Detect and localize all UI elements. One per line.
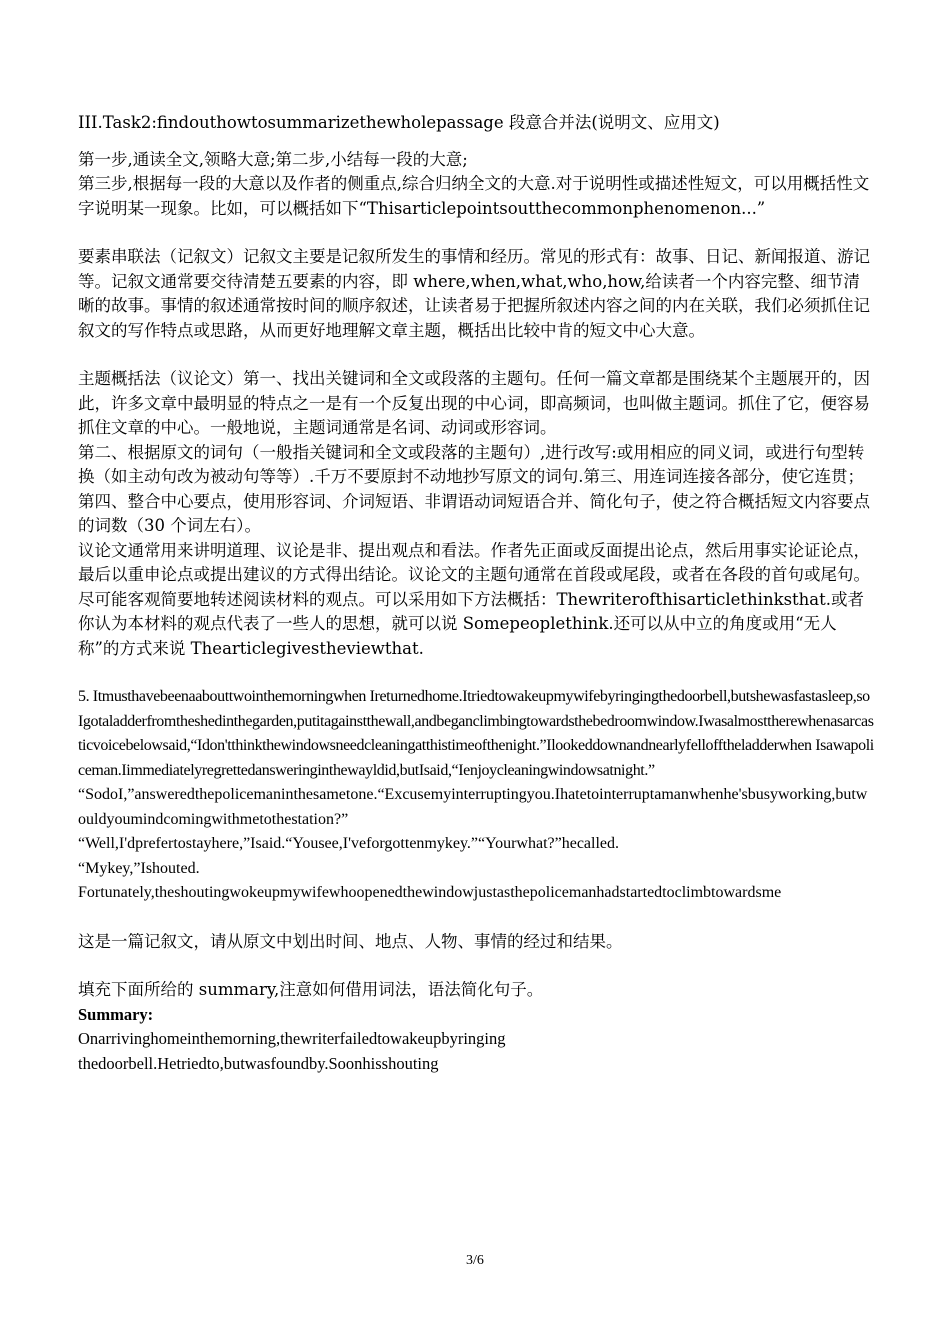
method1-step3: 第三步,根据每一段的大意以及作者的侧重点,综合归纳全文的大意.对于说明性或描述性短文，可以用概括性文字说明某一现象。比如，可以概括如下“Thisarticlepointsoutthecommonphenomenon...”	[78, 174, 870, 218]
summary-line-1: Onarrivinghomeinthemorning,thewriterfailedtowakeupbyringing	[78, 1029, 506, 1048]
page-content	[78, 111, 874, 1076]
task-fill: 填充下面所给的 summary,注意如何借用词法，语法简化句子。	[78, 980, 544, 999]
story-paragraph-4: “Mykey,”Ishouted.	[78, 859, 200, 877]
method3-paragraph-4: 尽可能客观简要地转述阅读材料的观点。可以采用如下方法概括：Thewriterofthisarticlethinksthat.或者你认为本材料的观点代表了一些人的思想，就可以说 Somepeoplethink.还可以从中立的角度或用“无人称”的方式来说 Thearticlegivestheviewthat.	[78, 589, 865, 658]
summary-label: Summary:	[78, 1004, 154, 1024]
story-paragraph-5: Fortunately,theshoutingwokeupmywifewhoopenedthewindowjustasthepolicemanhadstartedtoclimbtowardsme	[78, 884, 782, 901]
method1-step1: 第一步,通读全文,领略大意;第二步,小结每一段的大意;	[78, 149, 468, 169]
method3-paragraph-1: 主题概括法（议论文）第一、找出关键词和全文或段落的主题句。任何一篇文章都是围绕某个主题展开的，因此，许多文章中最明显的特点之一是有一个反复出现的中心词，即高频词，也叫做主题词。抓住了它，便容易抓住文章的中心。一般地说，主题词通常是名词、动词或形容词。	[78, 369, 870, 437]
method2-paragraph: 要素串联法（记叙文）记叙文主要是记叙所发生的事情和经历。常见的形式有：故事、日记、新闻报道、游记等。记叙文通常要交待清楚五要素的内容，即 where,when,what,who,how,给读者一个内容完整、细节清晰的故事。事情的叙述通常按时间的顺序叙述，让读者易于把握所叙述内容之间的内在关联，我们必须抓住记叙文的写作特点或思路，从而更好地理解文章主题，概括出比较中肯的短文中心大意。	[78, 247, 870, 340]
method3-paragraph-2: 第二、根据原文的词句（一般指关键词和全文或段落的主题句）,进行改写:或用相应的同义词，或进行句型转换（如主动句改为被动句等等）.千万不要原封不动地抄写原文的词句.第三、用连词连接各部分，使它连贯；第四、整合中心要点，使用形容词、介词短语、非谓语动词短语合并、简化句子，使之符合概括短文内容要点的词数（30 个词左右）。	[78, 442, 870, 535]
section-heading: III.Task2:findouthowtosummarizethewholepassage 段意合并法(说明文、应用文)	[78, 113, 720, 132]
method3-paragraph-3: 议论文通常用来讲明道理、议论是非、提出观点和看法。作者先正面或反面提出论点，然后用事实论证论点，最后以重申论点或提出建议的方式得出结论。议论文的主题句通常在首段或尾段，或者在各段的首句或尾句。	[78, 540, 870, 584]
story-paragraph-3: “Well,I'dprefertostayhere,”Isaid.“Yousee,I'veforgottenmykey.”“Yourwhat?”hecalled.	[78, 835, 620, 852]
story-passage	[78, 685, 874, 906]
story-paragraph-2: “SodoI,”answeredthepolicemaninthesametone.“Excusemyinterruptingyou.Ihatetointerruptamanwhenhe'sbusyworking,butwouldyoumindcomingwithmetothestation?”	[78, 786, 868, 828]
summary-line-2: thedoorbell.Hetriedto,butwasfoundby.Soonhisshouting	[78, 1053, 439, 1073]
task-narrative: 这是一篇记叙文，请从原文中划出时间、地点、人物、事情的经过和结果。	[78, 931, 623, 951]
story-paragraph-1: 5. Itmusthavebeenaabouttwointhemorningwhen Ireturnedhome.Itriedtowakeupmywifebyringingthedoorbell,butshewasfastasleep,soIgotaladderfromtheshedinthegarden,putitagainstthewall,andbeganclimbingtowardsthebedroomwindow.Iwasalmosttherewhenasarcasticvoicebelowsaid,“Idon'tthinkthewindowsneedcleaningatthistimeofthenight.”Ilookeddownandnearlyfellofftheladderwhen Isawapoliceman.Iimmediatelyregrettedansweringinthewayldid,butIsaid,“Ienjoycleaningwindowsatnight.”	[78, 688, 874, 779]
page-number: 3/6	[466, 1253, 484, 1268]
